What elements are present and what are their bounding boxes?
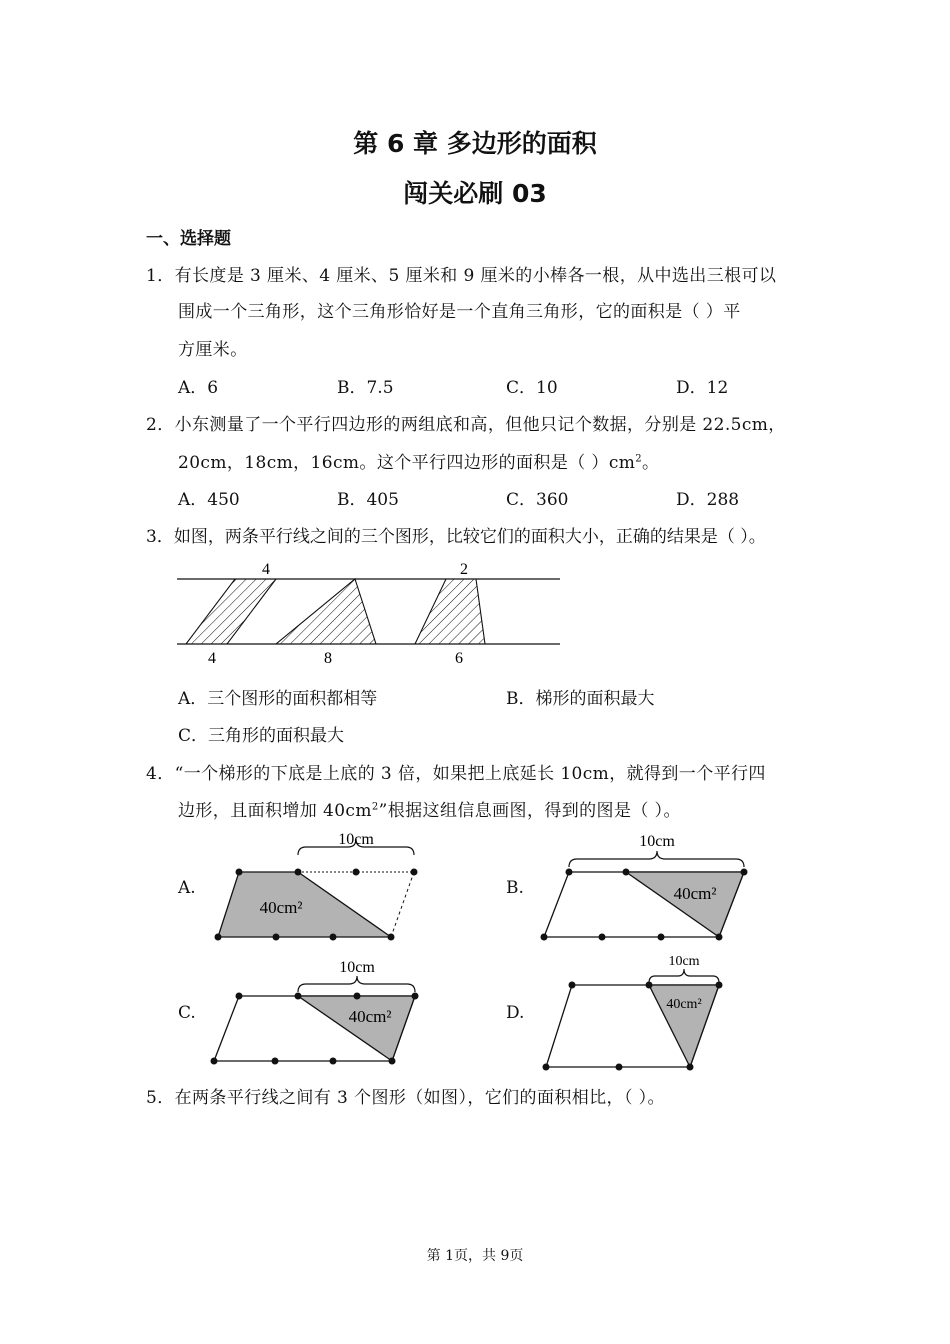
q4-option-c-figure xyxy=(205,955,430,1075)
q2-option-c: C．360 xyxy=(506,490,569,510)
q4-option-a-figure xyxy=(205,825,430,945)
q4-option-d-letter: D. xyxy=(506,1003,525,1023)
q1-line2: 围成一个三角形，这个三角形恰好是一个直角三角形，它的面积是（ ）平 xyxy=(178,302,741,322)
q3-label-bottom-triangle: 8 xyxy=(324,650,332,667)
q3-triangle xyxy=(276,579,376,644)
q2-option-b: B．405 xyxy=(337,490,399,510)
q4-b-length-label: 10cm xyxy=(639,833,675,850)
q4-line2-pre: 边形，且面积增加 40cm xyxy=(178,801,372,821)
q1-option-c: C．10 xyxy=(506,378,558,398)
q4-c-brace xyxy=(298,976,415,992)
q2-line2 xyxy=(178,448,659,473)
q3-option-c: C．三角形的面积最大 xyxy=(178,726,345,746)
q3-option-b: B．梯形的面积最大 xyxy=(506,689,655,709)
q4-b-area-label: 40cm² xyxy=(673,884,717,903)
q3-label-bottom-parallelogram: 4 xyxy=(208,650,216,667)
q2-line2-sup: 2 xyxy=(635,453,643,465)
q2-line2-end: 。 xyxy=(642,453,660,473)
q3-label-bottom-trapezoid: 6 xyxy=(455,650,463,667)
q4-line2-post: ”根据这组信息画图，得到的图是（ ）。 xyxy=(378,801,681,821)
q1-option-b: B．7.5 xyxy=(337,378,394,398)
q4-c-length-label: 10cm xyxy=(339,959,375,976)
q3-trapezoid xyxy=(415,579,485,644)
page-title: 第 6 章 多边形的面积 xyxy=(353,129,597,158)
q1-option-a: A．6 xyxy=(178,378,219,398)
q2-option-a: A．450 xyxy=(178,490,240,510)
q4-a-dotted-side xyxy=(391,872,414,937)
q4-d-length-label: 10cm xyxy=(668,954,700,969)
q4-option-b-figure xyxy=(535,825,760,945)
q3-figure xyxy=(170,556,570,668)
q3-line1: 3．如图，两条平行线之间的三个图形，比较它们的面积大小，正确的结果是（ ）。 xyxy=(146,527,766,547)
q4-option-c-letter: C. xyxy=(178,1003,196,1023)
q4-a-area-label: 40cm² xyxy=(259,898,303,917)
q4-option-b-letter: B. xyxy=(506,878,524,898)
q2-line1: 2．小东测量了一个平行四边形的两组底和高，但他只记个数据，分别是 22.5cm， xyxy=(146,415,786,435)
q4-a-shaded-trapezoid xyxy=(218,872,391,937)
q2-line2-text: 20cm，18cm，16cm。这个平行四边形的面积是（ ）cm xyxy=(178,453,636,473)
q3-label-top-trapezoid: 2 xyxy=(460,561,468,578)
q4-option-a-letter: A. xyxy=(178,878,196,898)
page-subtitle: 闯关必刷 03 xyxy=(403,179,547,208)
q3-label-top-parallelogram: 4 xyxy=(262,561,270,578)
q1-line3: 方厘米。 xyxy=(178,340,248,360)
q1-line1: 1．有长度是 3 厘米、4 厘米、5 厘米和 9 厘米的小棒各一根，从中选出三根可以 xyxy=(146,266,777,286)
q4-line2 xyxy=(178,796,681,821)
q4-c-area-label: 40cm² xyxy=(348,1007,392,1026)
question-5: 5．在两条平行线之间有 3 个图形（如图），它们的面积相比，（ ）。 xyxy=(146,1088,665,1108)
q4-line1: 4．“一个梯形的下底是上底的 3 倍，如果把上底延长 10cm，就得到一个平行四 xyxy=(146,764,766,784)
q4-d-area-label: 40cm² xyxy=(666,997,702,1012)
q4-d-brace xyxy=(649,969,719,983)
q1-option-d: D．12 xyxy=(676,378,729,398)
q4-b-brace xyxy=(569,851,744,867)
section-heading: 一、选择题 xyxy=(146,229,231,249)
q4-a-length-label: 10cm xyxy=(338,831,374,848)
q2-option-d: D．288 xyxy=(676,490,740,510)
q3-parallelogram xyxy=(186,579,276,644)
q4-option-d-figure xyxy=(535,950,760,1075)
page-footer: 第 1页，共 9页 xyxy=(426,1248,524,1264)
q4-line2-sup: 2 xyxy=(371,801,379,813)
q3-option-a: A．三个图形的面积都相等 xyxy=(178,689,378,709)
